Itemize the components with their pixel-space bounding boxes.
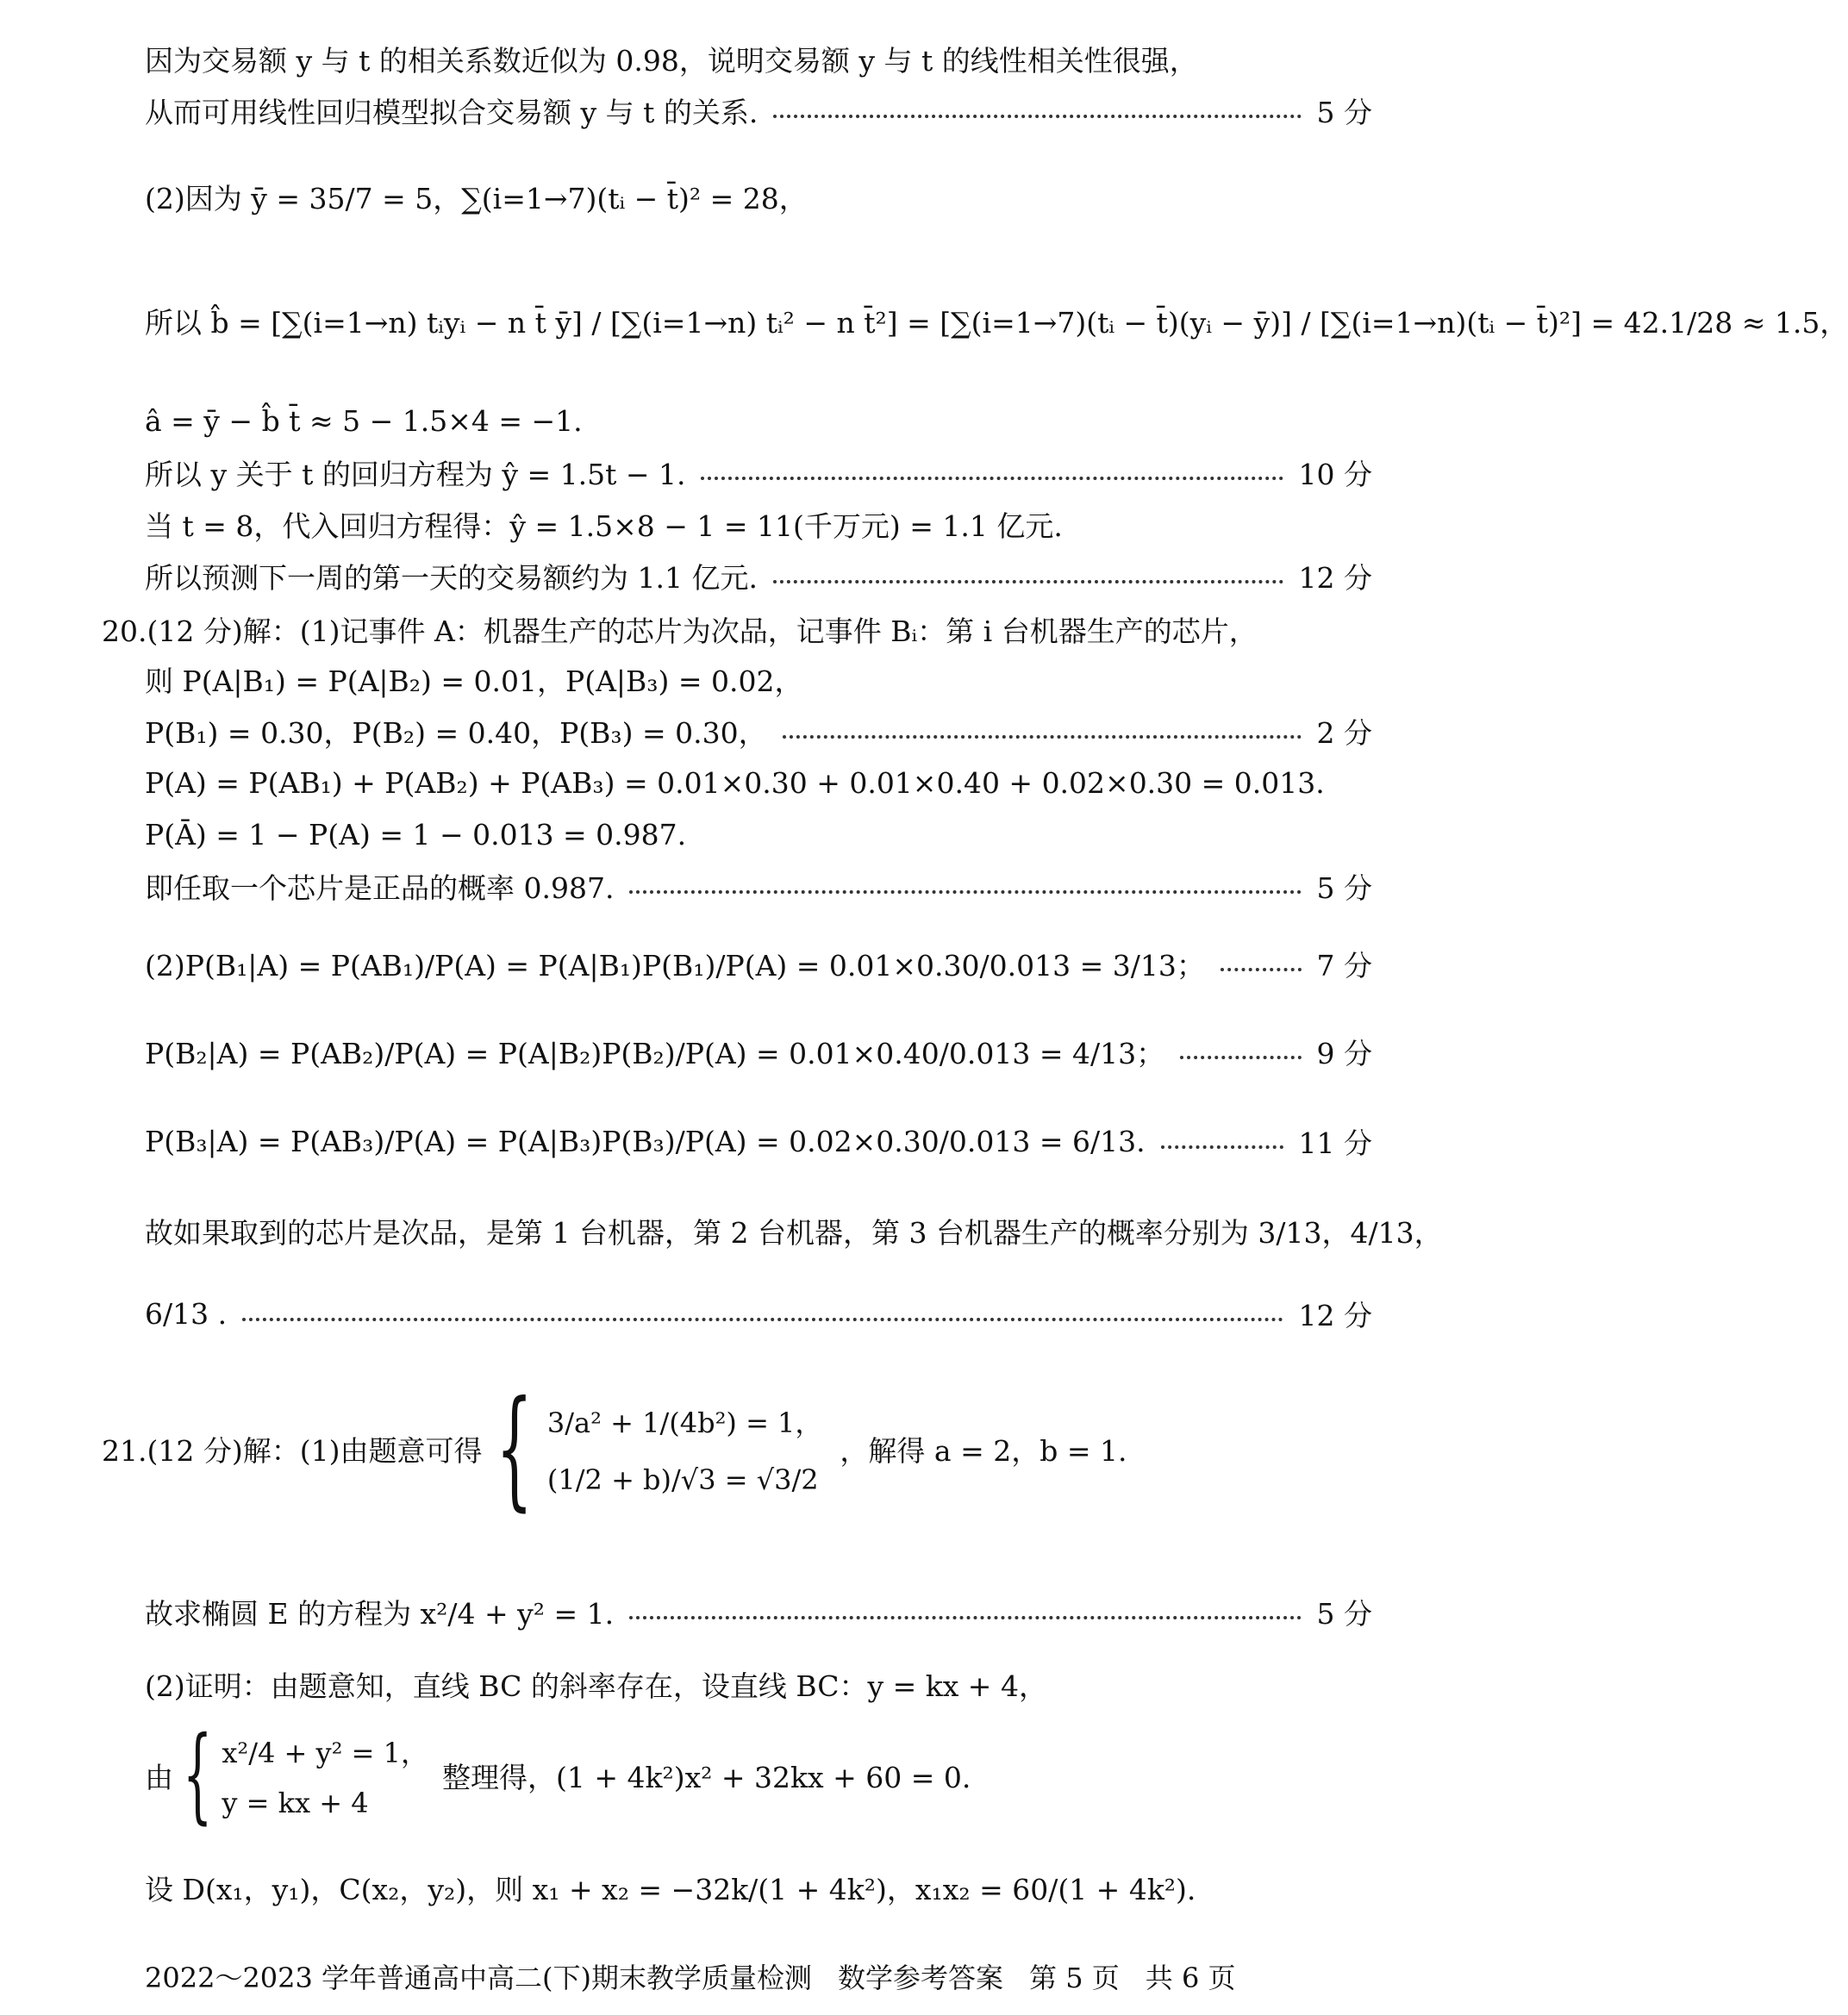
footer-exam-title: 2022～2023 学年普通高中高二(下)期末教学质量检测 [145, 1962, 813, 1994]
system-equation-ellipse: x²/4 + y² = 1， [222, 1737, 428, 1769]
dotted-leader [1180, 1054, 1301, 1059]
good-chip-probability-line: 即任取一个芯片是正品的概率 0.987. 5 分 [0, 852, 1424, 920]
dotted-leader [783, 733, 1302, 739]
dotted-leader [701, 475, 1283, 480]
dotted-leader [242, 1316, 1283, 1321]
slope-formula-line: 所以 b̂ = [∑(i=1→n) tᵢyᵢ − n t̄ ȳ] / [∑(i=1→n) tᵢ² − n t̄²] = [∑(i=1→7)(tᵢ − t̄)(yᵢ − ȳ)] / [∑(i=1→n)(tᵢ − t̄)²] = 42.1/28 ≈ 1.5， [145, 305, 1848, 340]
bayes-b2-line: P(B₂|A) = P(AB₂)/P(A) = P(A|B₂)P(B₂)/P(A) = 0.01×0.40/0.013 = 4/13； 9 分 [0, 1017, 1424, 1086]
prediction-line: 当 t = 8，代入回归方程得：ŷ = 1.5×8 − 1 = 11(千万元) = 1.1 亿元. [145, 508, 1063, 543]
text-line-1: 因为交易额 y 与 t 的相关系数近似为 0.98，说明交易额 y 与 t 的线性相关性很强， [145, 43, 1198, 78]
prior-probabilities-line: P(B₁) = 0.30，P(B₂) = 0.40，P(B₃) = 0.30， 2 分 [0, 696, 1424, 765]
dotted-leader [773, 578, 1283, 583]
bayes-summary-line: 故如果取到的芯片是次品，是第 1 台机器，第 2 台机器，第 3 台机器生产的概率分别为 3/13，4/13， [145, 1215, 1443, 1250]
question-21-heading: 21.(12 分)解：(1)由题意可得 [102, 1433, 483, 1468]
intercept-line: â = ȳ − b̂ t̄ ≈ 5 − 1.5×4 = −1. [145, 403, 583, 438]
footer-total-pages: 共 6 页 [1145, 1962, 1236, 1994]
question-20-heading: 20.(12 分)解：(1)记事件 A：机器生产的芯片为次品，记事件 Bᵢ：第 i 台机器生产的芯片， [102, 614, 1258, 648]
complement-line: P(Ā) = 1 − P(A) = 1 − 0.013 = 0.987. [145, 817, 687, 852]
score-label: 10 分 [1298, 457, 1372, 491]
score-label: 5 分 [1316, 870, 1372, 905]
bayes-summary-continued-line: 6/13 . 12 分 [0, 1279, 1424, 1348]
score-label: 5 分 [1316, 1596, 1372, 1631]
left-brace-icon: { [496, 1374, 534, 1524]
text-line-2: 从而可用线性回归模型拟合交易额 y 与 t 的关系. 5 分 [0, 76, 1424, 145]
bayes-b3-line: P(B₃|A) = P(AB₃)/P(A) = P(A|B₃)P(B₃)/P(A) = 0.02×0.30/0.013 = 6/13. 11 分 [0, 1107, 1424, 1176]
left-brace-icon: { [182, 1715, 213, 1835]
score-label: 5 分 [1316, 95, 1372, 129]
line-ellipse-system-line: 由 { x²/4 + y² = 1， y = kx + 4 整理得，(1 + 4k²)x² + 32kx + 60 = 0. [145, 1715, 971, 1835]
equation-system [482, 1374, 823, 1524]
conditional-probabilities-line: 则 P(A|B₁) = P(A|B₂) = 0.01，P(A|B₃) = 0.02， [145, 664, 803, 698]
score-label: 9 分 [1316, 1036, 1372, 1070]
dotted-leader [1161, 1144, 1283, 1149]
question-21-system-line [0, 1367, 1424, 1531]
footer-subject: 数学参考答案 [838, 1962, 1004, 1994]
score-label: 7 分 [1316, 948, 1372, 983]
score-label: 12 分 [1298, 1298, 1372, 1332]
dotted-leader [629, 1614, 1301, 1619]
regression-equation-line: 所以 y 关于 t 的回归方程为 ŷ = 1.5t − 1. 10 分 [0, 438, 1424, 507]
bayes-b1-line: (2)P(B₁|A) = P(AB₁)/P(A) = P(A|B₁)P(B₁)/P(A) = 0.01×0.30/0.013 = 3/13； 7 分 [0, 929, 1424, 998]
vieta-line: 设 D(x₁，y₁)，C(x₂，y₂)，则 x₁ + x₂ = −32k/(1 + 4k²)，x₁x₂ = 60/(1 + 4k²). [145, 1872, 1196, 1906]
text-line-3: (2)因为 ȳ = 35/7 = 5，∑(i=1→7)(tᵢ − t̄)² = 28， [145, 181, 808, 215]
system-equation-line: y = kx + 4 [222, 1787, 369, 1819]
equation-system-2 [173, 1715, 428, 1835]
dotted-leader [773, 113, 1301, 118]
score-label: 11 分 [1298, 1126, 1372, 1160]
score-label: 2 分 [1316, 715, 1372, 750]
total-probability-line: P(A) = P(AB₁) + P(AB₂) + P(AB₃) = 0.01×0.30 + 0.01×0.40 + 0.02×0.30 = 0.013. [145, 765, 1325, 800]
dotted-leader [1221, 966, 1302, 971]
conclusion-line: 所以预测下一周的第一天的交易额约为 1.1 亿元. 12 分 [0, 541, 1424, 610]
system-equation-1: 3/a² + 1/(4b²) = 1， [546, 1407, 823, 1439]
page-footer [145, 1955, 1372, 1998]
proof-intro-line: (2)证明：由题意知，直线 BC 的斜率存在，设直线 BC：y = kx + 4， [145, 1669, 1047, 1703]
quadratic-result: 整理得，(1 + 4k²)x² + 32kx + 60 = 0. [441, 1760, 971, 1794]
dotted-leader [629, 889, 1301, 894]
score-label: 12 分 [1298, 560, 1372, 595]
footer-page-number: 第 5 页 [1029, 1962, 1120, 1994]
system-equation-2: (1/2 + b)/√3 = √3/2 [546, 1463, 819, 1496]
ellipse-equation-line: 故求椭圆 E 的方程为 x²/4 + y² = 1. 5 分 [0, 1577, 1424, 1646]
system-solution: ，解得 a = 2，b = 1. [840, 1433, 1127, 1468]
